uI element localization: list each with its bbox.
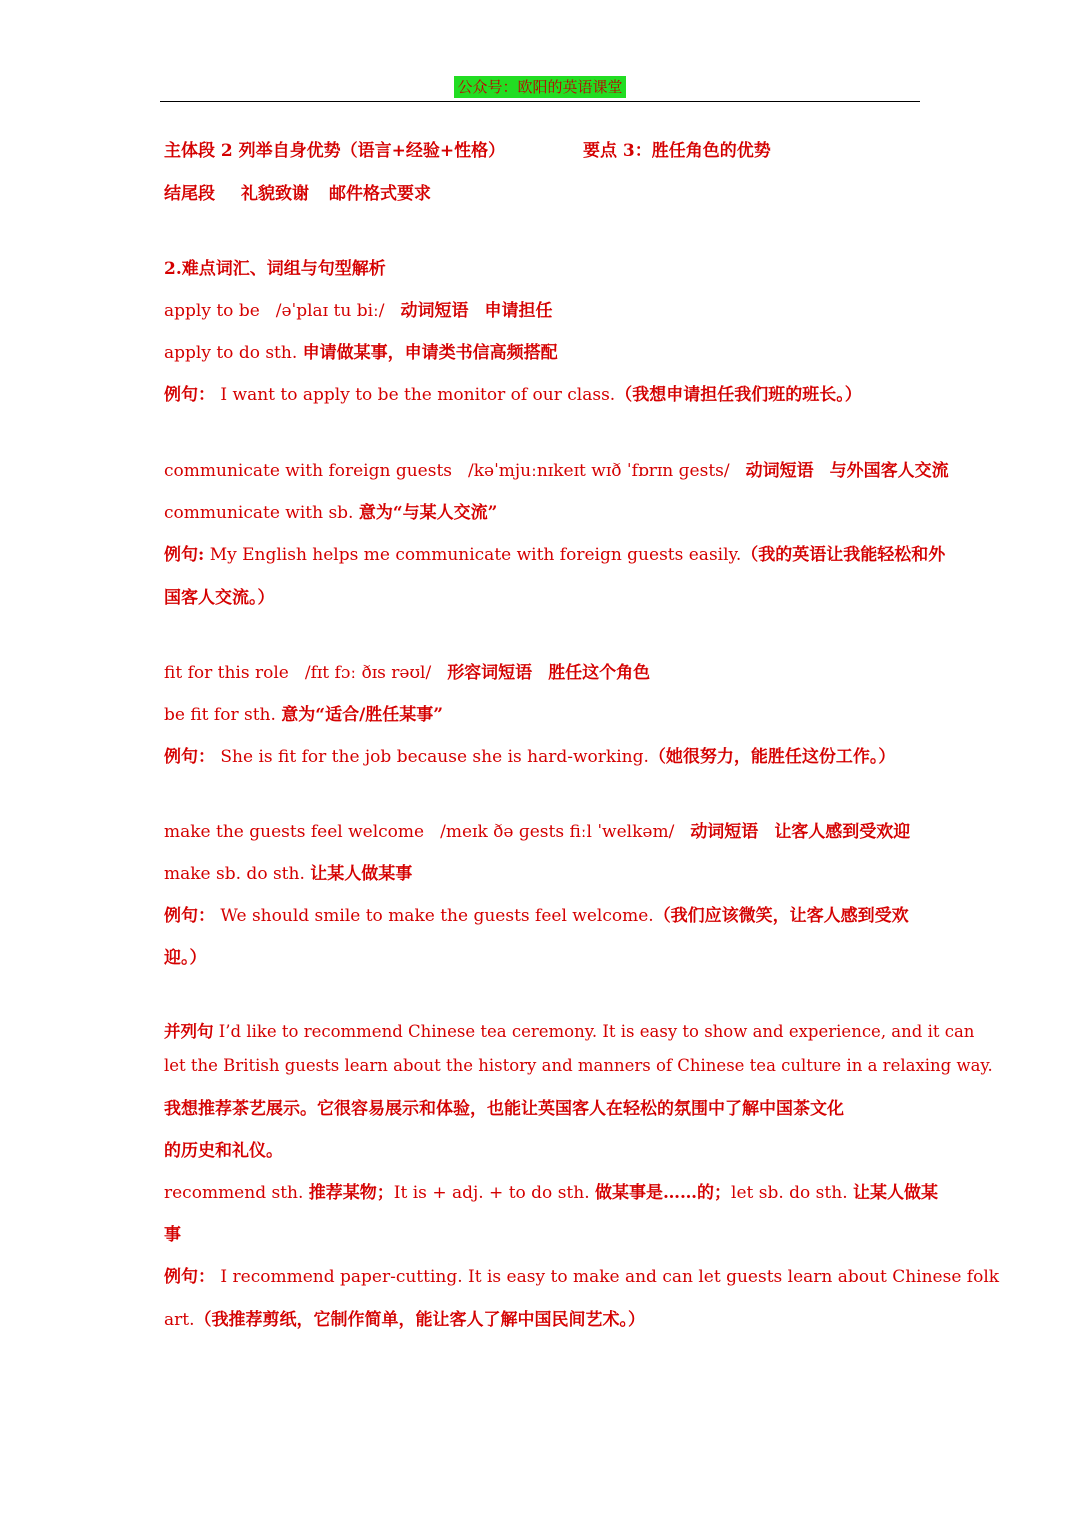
example: My English helps me communicate with foreign guests easily. <box>209 545 742 565</box>
entry-example-line <box>164 380 862 405</box>
compound-example-cont <box>164 1305 645 1330</box>
usage-note: 意为“适合/胜任某事” <box>281 705 444 725</box>
usage: communicate with sb. <box>164 503 354 523</box>
ipa: /meɪk ðə ɡests fiːl ˈwelkəm/ <box>440 822 675 842</box>
meaning: 申请担任 <box>484 301 553 321</box>
entry-phrase-line <box>164 658 650 683</box>
example-label: 例句： <box>164 385 215 405</box>
ipa: /kəˈmjuːnɪkeɪt wɪð ˈfɒrɪn ɡests/ <box>468 461 730 481</box>
entry-example-line <box>164 901 909 926</box>
part-of-speech: 动词短语 <box>690 822 759 842</box>
compound-example: I recommend paper-cutting. It is easy to make and can let guests learn about Chinese folk <box>220 1267 1000 1287</box>
example-translation: （我想申请担任我们班的班长。） <box>615 385 862 405</box>
ipa: /fɪt fɔː ðɪs rəʊl/ <box>304 663 432 683</box>
compound-sentence: I’d like to recommend Chinese tea ceremony. It is easy to show and experience, and it can <box>218 1022 975 1041</box>
usage-note: 意为“与某人交流” <box>358 503 498 523</box>
meaning: 与外国客人交流 <box>829 461 949 481</box>
usage: apply to do sth. <box>164 343 298 363</box>
compound-sentence-line <box>164 1018 974 1042</box>
pattern-line-cont: 事 <box>164 1225 181 1245</box>
phrase: fit for this role <box>164 663 289 683</box>
entry-phrase-line <box>164 296 552 321</box>
entry-example-line <box>164 540 945 565</box>
meaning: 胜任这个角色 <box>548 663 651 683</box>
compound-sentence-cont: let the British guests learn about the history and manners of Chinese tea culture in a relaxing way. <box>164 1056 993 1075</box>
entry-example-line <box>164 742 895 767</box>
ending-item-2: 邮件格式要求 <box>329 184 431 204</box>
compound-translation-cont: 的历史和礼仪。 <box>164 1141 283 1161</box>
part-of-speech: 动词短语 <box>400 301 469 321</box>
entry-usage-line <box>164 338 558 363</box>
part-of-speech: 形容词短语 <box>447 663 533 683</box>
entry-usage-line <box>164 700 443 725</box>
part-of-speech: 动词短语 <box>745 461 814 481</box>
ending-label: 结尾段 <box>164 184 215 204</box>
outline-ending <box>164 179 431 204</box>
phrase: make the guests feel welcome <box>164 822 425 842</box>
example: We should smile to make the guests feel welcome. <box>220 906 654 926</box>
page-header <box>160 76 920 102</box>
example-label: 例句: <box>164 545 205 565</box>
example-translation-cont: 迎。） <box>164 948 207 968</box>
pattern-2: It is + adj. + to do sth. <box>393 1183 590 1203</box>
phrase: communicate with foreign guests <box>164 461 453 481</box>
example-label: 例句： <box>164 906 215 926</box>
example-label: 例句： <box>164 747 215 767</box>
usage: make sb. do sth. <box>164 864 305 884</box>
example-translation: （我的英语让我能轻松和外 <box>741 545 946 565</box>
meaning: 让客人感到受欢迎 <box>774 822 911 842</box>
example-translation: （我们应该微笑，让客人感到受欢 <box>653 906 909 926</box>
usage-note: 申请做某事，申请类书信高频搭配 <box>302 343 558 363</box>
usage-note: 让某人做某事 <box>310 864 413 884</box>
compound-translation: 我想推荐茶艺展示。它很容易展示和体验，也能让英国客人在轻松的氛围中了解中国茶文化 <box>164 1099 844 1119</box>
compound-example-line <box>164 1262 999 1287</box>
entry-usage-line <box>164 498 497 523</box>
ipa: /əˈplaɪ tu biː/ <box>275 301 385 321</box>
ending-item-1: 礼貌致谢 <box>241 184 309 204</box>
usage: be fit for sth. <box>164 705 276 725</box>
outline-point3: 要点 3：胜任角色的优势 <box>583 141 771 161</box>
entry-phrase-line <box>164 817 910 842</box>
compound-label: 并列句 <box>164 1022 214 1041</box>
pattern-2-meaning: 做某事是……的； <box>595 1183 732 1203</box>
compound-example-translation: （我推荐剪纸，它制作简单，能让客人了解中国民间艺术。） <box>194 1310 645 1330</box>
pattern-1: recommend sth. <box>164 1183 304 1203</box>
pattern-line <box>164 1178 938 1203</box>
example-translation: （她很努力，能胜任这份工作。） <box>648 747 896 767</box>
compound-example-end: art. <box>164 1310 195 1330</box>
pattern-3: let sb. do sth. <box>731 1183 848 1203</box>
example-label: 例句： <box>164 1267 215 1287</box>
pattern-1-meaning: 推荐某物； <box>308 1183 394 1203</box>
outline-body2: 主体段 2 列举自身优势（语言+经验+性格） <box>164 141 506 161</box>
example: She is fit for the job because she is hard-working. <box>220 747 649 767</box>
example: I want to apply to be the monitor of our class. <box>220 385 616 405</box>
section-title: 2.难点词汇、词组与句型解析 <box>164 259 386 279</box>
phrase: apply to be <box>164 301 260 321</box>
entry-phrase-line <box>164 456 949 481</box>
entry-usage-line <box>164 859 412 884</box>
pattern-3-meaning: 让某人做某 <box>853 1183 938 1203</box>
header-label: 公众号：欧阳的英语课堂 <box>454 76 625 98</box>
example-translation-cont: 国客人交流。） <box>164 588 275 608</box>
